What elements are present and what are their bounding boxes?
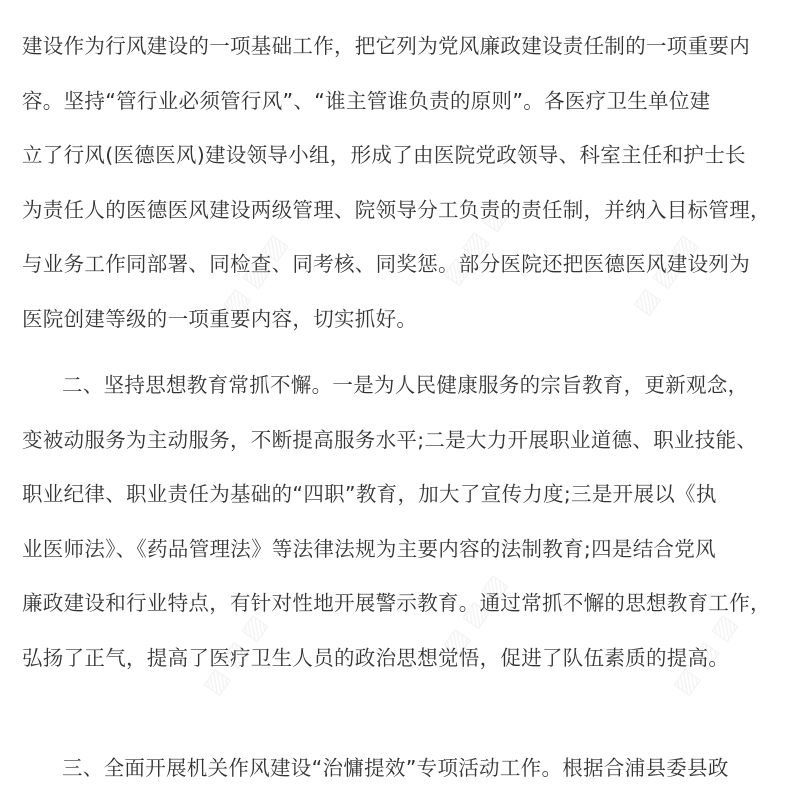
paragraph-1-line-2: 容。坚持“管行业必须管行风”、“谁主管谁负责的原则”。各医疗卫生单位建	[22, 89, 711, 113]
paragraph-2-line-4: 业医师法》、《药品管理法》等法律法规为主要内容的法制教育;四是结合党风	[22, 537, 716, 561]
paragraph-2-line-6: 弘扬了正气，提高了医疗卫生人员的政治思想觉悟，促进了队伍素质的提高。	[22, 646, 730, 670]
paragraph-3-line-1: 三、全面开展机关作风建设“治慵提效”专项活动工作。根据合浦县委县政	[62, 756, 729, 780]
paragraph-2-line-5: 廉政建设和行业特点，有针对性地开展警示教育。通过常抓不懈的思想教育工作，	[22, 591, 771, 615]
paragraph-2-line-1: 二、坚持思想教育常抓不懈。一是为人民健康服务的宗旨教育，更新观念，	[62, 373, 749, 397]
paragraph-2-line-2: 变被动服务为主动服务，不断提高服务水平;二是大力开展职业道德、职业技能、	[22, 428, 758, 452]
paragraph-1-line-3: 立了行风(医德医风)建设领导小组，形成了由医院党政领导、科室主任和护士长	[22, 143, 746, 167]
paragraph-1-line-6: 医院创建等级的一项重要内容，切实抓好。	[22, 307, 418, 331]
paragraph-2-line-3: 职业纪律、职业责任为基础的“四职”教育，加大了宣传力度;三是开展以《执	[22, 482, 717, 506]
paragraph-1-line-4: 为责任人的医德医风建设两级管理、院领导分工负责的责任制，并纳入目标管理，	[22, 198, 771, 222]
paragraph-1-line-5: 与业务工作同部署、同检查、同考核、同奖惩。部分医院还把医德医风建设列为	[22, 252, 750, 276]
paragraph-1-line-1: 建设作为行风建设的一项基础工作，把它列为党风廉政建设责任制的一项重要内	[22, 34, 750, 58]
